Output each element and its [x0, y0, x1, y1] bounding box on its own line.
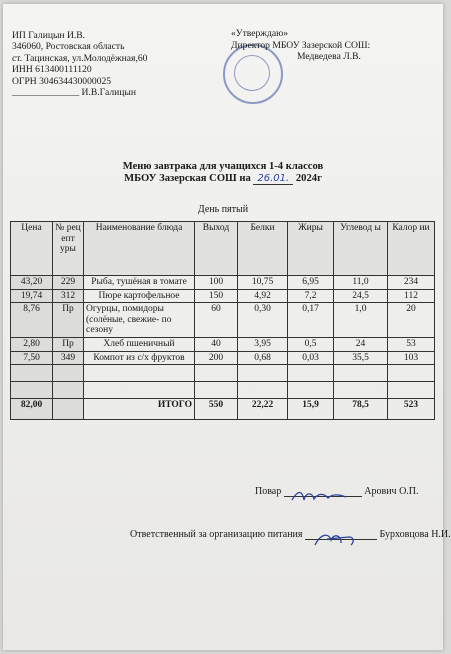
- total-protein: 22,22: [238, 399, 288, 420]
- cell-fat: 7,2: [288, 289, 334, 303]
- total-label: ИТОГО: [84, 399, 195, 420]
- responsible-signature-scribble: [311, 531, 361, 549]
- issuer-block: [12, 30, 147, 98]
- cell-protein: 0,30: [238, 303, 288, 338]
- cell-carbs: 35,5: [334, 351, 388, 365]
- menu-table: [10, 221, 435, 420]
- header-fat: Жиры: [288, 222, 334, 276]
- cell-output: 40: [195, 337, 238, 351]
- day-label: День пятый: [197, 204, 249, 215]
- table-row: [11, 351, 435, 365]
- cook-signature: [255, 486, 419, 497]
- issuer-line: ИП Галицын И.В.: [12, 30, 86, 41]
- cell-protein: 10,75: [238, 276, 288, 290]
- empty-row: [11, 365, 435, 382]
- cell-fat: 0,17: [288, 303, 334, 338]
- cell-recipe: Пр: [53, 337, 84, 351]
- cell-output: 60: [195, 303, 238, 338]
- issuer-line: 346060, Ростовская область: [12, 41, 125, 53]
- cook-signature-line: [284, 496, 362, 497]
- cell-output: 100: [195, 276, 238, 290]
- table-row: [11, 337, 435, 351]
- cook-name: Арович О.П.: [364, 486, 419, 497]
- cell-price: 7,50: [11, 351, 53, 365]
- issuer-line: ОГРН 304634430000025: [12, 75, 112, 87]
- cook-signature-scribble: [290, 488, 350, 504]
- total-carbs: 78,5: [334, 399, 388, 420]
- table-header-row: [11, 222, 435, 276]
- school-name: МБОУ Зазерская СОШ на: [124, 173, 251, 184]
- total-price: 82,00: [11, 399, 53, 420]
- table-row: [11, 289, 435, 303]
- total-row: [11, 399, 435, 420]
- responsible-signature-line: [305, 539, 377, 540]
- cell-fat: 0,5: [288, 337, 334, 351]
- cell-output: 200: [195, 351, 238, 365]
- header-price: Цена: [11, 222, 53, 276]
- responsible-signature: [130, 529, 451, 540]
- approval-line: Директор МБОУ Зазерской СОШ:: [231, 39, 371, 51]
- cell-carbs: 11,0: [334, 276, 388, 290]
- header-protein: Белки: [238, 222, 288, 276]
- header-kcal: Калор ии: [388, 222, 435, 276]
- cell-fat: 6,95: [288, 276, 334, 290]
- total-fat: 15,9: [288, 399, 334, 420]
- handwritten-date: 26.01.: [253, 173, 293, 185]
- empty-row: [11, 382, 435, 399]
- responsible-label: Ответственный за организацию питания: [130, 529, 303, 540]
- approval-signer: Медведева Л.В.: [297, 51, 361, 62]
- cell-price: 43,20: [11, 276, 53, 290]
- menu-title: Меню завтрака для учащихся 1-4 классов: [122, 161, 324, 172]
- header-output: Выход: [195, 222, 238, 276]
- header-name: Наименование блюда: [84, 222, 195, 276]
- cell-price: 8,76: [11, 303, 53, 338]
- cook-label: Повар: [255, 486, 282, 497]
- year: 2024г: [295, 173, 322, 184]
- header-recipe: № рец епт уры: [53, 222, 84, 276]
- cell-kcal: 103: [388, 351, 435, 365]
- cell-recipe: Пр: [53, 303, 84, 338]
- cell-fat: 0,03: [288, 351, 334, 365]
- cell-name: Рыба, тушёная в томате: [84, 276, 195, 290]
- issuer-line: ИНН 613400111120: [12, 64, 92, 76]
- total-output: 550: [195, 399, 238, 420]
- menu-title-school: [3, 173, 443, 185]
- table-row: [11, 303, 435, 338]
- cell-kcal: 20: [388, 303, 435, 338]
- total-kcal: 523: [388, 399, 435, 420]
- cell-carbs: 1,0: [334, 303, 388, 338]
- cell-carbs: 24,5: [334, 289, 388, 303]
- header-carbs: Углевод ы: [334, 222, 388, 276]
- school-seal: [223, 44, 283, 104]
- cell-recipe: 349: [53, 351, 84, 365]
- cell-protein: 0,68: [238, 351, 288, 365]
- cell-kcal: 234: [388, 276, 435, 290]
- cell-price: 19,74: [11, 289, 53, 303]
- issuer-signature-line: ______________ И.В.Галицын: [12, 87, 136, 99]
- cell-recipe: 229: [53, 276, 84, 290]
- table-row: [11, 276, 435, 290]
- cell-price: 2,80: [11, 337, 53, 351]
- cell-name: Компот из с/х фруктов: [84, 351, 195, 365]
- cell-recipe: 312: [53, 289, 84, 303]
- cell-protein: 4,92: [238, 289, 288, 303]
- cell-name: Хлеб пшеничный: [84, 337, 195, 351]
- document-page: [3, 4, 451, 650]
- cell-name: Пюре картофельное: [84, 289, 195, 303]
- approval-block: [231, 28, 371, 62]
- cell-carbs: 24: [334, 337, 388, 351]
- responsible-name: Бурховцова Н.И.: [379, 529, 451, 540]
- cell-output: 150: [195, 289, 238, 303]
- approval-line: «Утверждаю»: [231, 28, 289, 39]
- cell-kcal: 53: [388, 337, 435, 351]
- cell-kcal: 112: [388, 289, 435, 303]
- cell-name: Огурцы, помидоры (солёные, свежие- по сезону: [84, 303, 195, 338]
- issuer-line: ст. Тацинская, ул.Молодёжная,60: [12, 52, 148, 64]
- cell-protein: 3,95: [238, 337, 288, 351]
